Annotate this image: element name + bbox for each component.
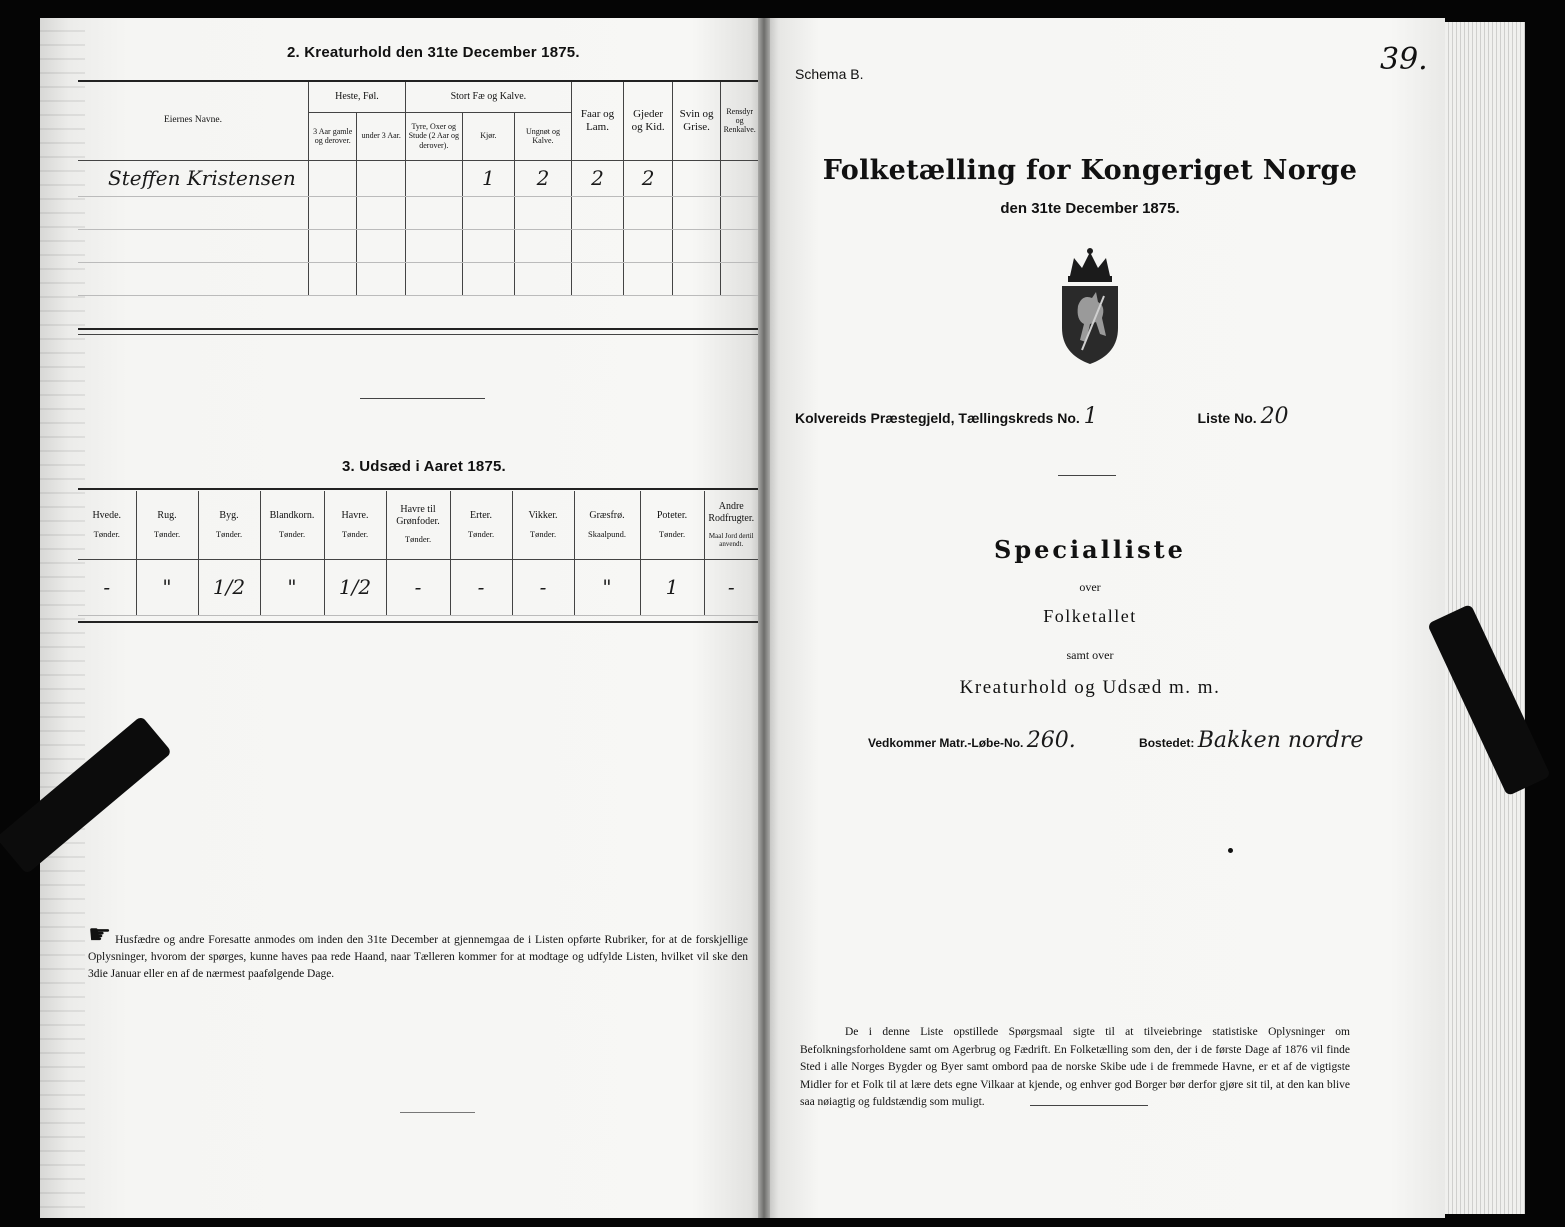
crop-value-6: - [450, 559, 512, 615]
crop-name: Græsfrø. [589, 510, 625, 522]
crop-unit: Tønder. [93, 528, 120, 539]
cell-bulls [406, 160, 463, 196]
table-bottom-rule [78, 328, 758, 330]
crop-unit: Tønder. [278, 528, 306, 539]
pigs-header: Svin og Grise. [672, 82, 721, 160]
crop-name: Erter. [470, 510, 492, 522]
horses-3yr-header: 3 Aar gamle og derover. [308, 112, 357, 160]
crop-name: Havre. [341, 510, 369, 522]
crop-name: Poteter. [656, 510, 688, 522]
crop-name: Vikker. [528, 510, 558, 522]
over-text: over [1079, 580, 1101, 594]
crop-value-2: 1/2 [198, 559, 260, 615]
crop-value-9: 1 [640, 559, 704, 615]
crop-value-5: - [386, 559, 450, 615]
cell-pigs [672, 160, 721, 196]
crop-unit: Tønder. [658, 528, 686, 539]
ink-dot [1228, 848, 1233, 853]
norwegian-lion-shield-icon [1052, 246, 1128, 366]
crop-name: Andre Rodfrugter. [708, 501, 755, 524]
special-title: Specialliste [994, 535, 1186, 564]
crop-header-5 [386, 491, 450, 559]
crop-header-7 [512, 491, 574, 559]
crop-name: Rug. [157, 510, 177, 522]
list-label: Liste No. [1197, 410, 1257, 426]
right-bottom-rule [1030, 1105, 1148, 1106]
section3-title: 3. Udsæd i Aaret 1875. [342, 458, 506, 475]
crop-table-top-rule [78, 488, 758, 490]
cell-calves: 2 [515, 160, 572, 196]
crop-unit: Tønder. [153, 528, 181, 539]
cell-goats: 2 [624, 160, 673, 196]
cows-header: Kjør. [462, 112, 515, 160]
owner-name: Steffen Kristensen [78, 160, 308, 196]
book-gutter [758, 18, 770, 1218]
crop-header-4 [324, 491, 386, 559]
horses-group-header: Heste, Føl. [308, 82, 405, 112]
crop-header-1 [136, 491, 198, 559]
crop-header-3 [260, 491, 324, 559]
cell-horses-3yr [308, 160, 357, 196]
table-row [78, 559, 758, 615]
crop-header-9 [640, 491, 704, 559]
list-number: 20 [1260, 404, 1289, 429]
crop-name: Byg. [219, 510, 239, 522]
reindeer-header: Rensdyr og Renkalve. [721, 82, 758, 160]
crop-value-10: - [704, 559, 758, 615]
crop-unit: Tønder. [529, 528, 557, 539]
crop-unit: Tønder. [467, 528, 495, 539]
location-line [795, 404, 1289, 429]
cell-horses-under3 [357, 160, 406, 196]
notice-text: Husfædre og andre Foresatte anmodes om inden den 31te December at gjennemgaa de i Listen opførte Rubriker, for at de forskjellige Oplysninger, hvorom der spørges, kunne haves paa rede Haand, naar Tælleren kommer for at modtage og udfylde Listen, hvilket vil ske den 3die Januar eller en af de nærmest paafølgende Dage. [88, 934, 748, 980]
crop-unit: Maal Jord dertil anvendt. [708, 532, 754, 549]
date-line: den 31te December 1875. [1000, 200, 1180, 217]
cell-cows: 1 [462, 160, 515, 196]
crop-unit: Tønder. [404, 534, 432, 545]
matr-label: Vedkommer Matr.-Løbe-No. [868, 736, 1024, 750]
crop-value-4: 1/2 [324, 559, 386, 615]
bosted-label: Bostedet: [1139, 736, 1195, 750]
crop-unit: Skaalpund. [587, 528, 626, 539]
crop-unit: Tønder. [215, 528, 243, 539]
goats-header: Gjeder og Kid. [624, 82, 673, 160]
horses-under3-header: under 3 Aar. [357, 112, 406, 160]
bosted-value: Bakken nordre [1197, 728, 1364, 753]
matr-number: 260. [1026, 728, 1076, 753]
bulls-header: Tyre, Oxer og Stude (2 Aar og derover). [406, 112, 463, 160]
footnote-text: De i denne Liste opstillede Spørgsmaal sigte til at tilveiebringe statistiske Oplysninger om Befolkningsforholdene samt om Agerbrug og Fædrift. En Folketælling som den, der i de første Dage af 1876 vil finde Sted i alle Norges Bygder og Byer samt ombord paa de norske Skibe ude i de fremmede Havne, er et af de vigtigste Midler for et Folk til at lære dets egne Vilkaar at kjende, og enhver god Borger bør derfor gjøre sit til, at den kan blive saa nøiagtig og fuldstændig som muligt. [800, 1026, 1350, 1108]
bottom-dotted-rule [400, 1112, 475, 1113]
matr-line [868, 728, 1363, 753]
cattle-group-header: Stort Fæ og Kalve. [406, 82, 572, 112]
owner-header: Eiernes Navne. [78, 82, 308, 160]
crop-value-0: - [78, 559, 136, 615]
crop-header-10 [704, 491, 758, 559]
crop-header-8 [574, 491, 640, 559]
crop-table [78, 491, 758, 616]
district-number: 1 [1083, 404, 1098, 429]
crop-unit: Tønder. [341, 528, 369, 539]
livestock-table [78, 82, 758, 296]
table-row [78, 160, 758, 196]
folketallet-text: Folketallet [1043, 606, 1137, 626]
parish-name: Kolvereids Præstegjeld, [795, 410, 955, 426]
crop-name: Blandkorn. [269, 510, 315, 522]
right-divider-1 [1058, 475, 1116, 476]
crop-value-8: " [574, 559, 640, 615]
crop-value-1: " [136, 559, 198, 615]
crop-header-2 [198, 491, 260, 559]
crop-table-bottom-rule [78, 621, 758, 623]
crop-header-0 [78, 491, 136, 559]
cell-reindeer [721, 160, 758, 196]
crop-value-3: " [260, 559, 324, 615]
section2-title: 2. Kreaturhold den 31te December 1875. [287, 44, 580, 61]
crop-value-7: - [512, 559, 574, 615]
cell-sheep: 2 [571, 160, 624, 196]
table-bottom-rule-2 [78, 334, 758, 335]
page-number: 39. [1380, 42, 1428, 77]
pointing-hand-icon: ☛ [88, 920, 112, 949]
crop-header-6 [450, 491, 512, 559]
samt-over-text: samt over [1066, 648, 1114, 662]
main-title: Folketælling for Kongeriget Norge [822, 155, 1358, 186]
calves-header: Ungnøt og Kalve. [515, 112, 572, 160]
schema-label: Schema B. [795, 66, 864, 82]
district-label: Tællingskreds No. [958, 410, 1080, 426]
kreatur-line: Kreaturhold og Udsæd m. m. [959, 677, 1221, 698]
short-divider [360, 398, 485, 399]
crop-name: Hvede. [92, 510, 122, 522]
crop-name: Havre til Grønfoder. [396, 504, 440, 527]
sheep-header: Faar og Lam. [571, 82, 624, 160]
notice-text-block [88, 920, 748, 983]
